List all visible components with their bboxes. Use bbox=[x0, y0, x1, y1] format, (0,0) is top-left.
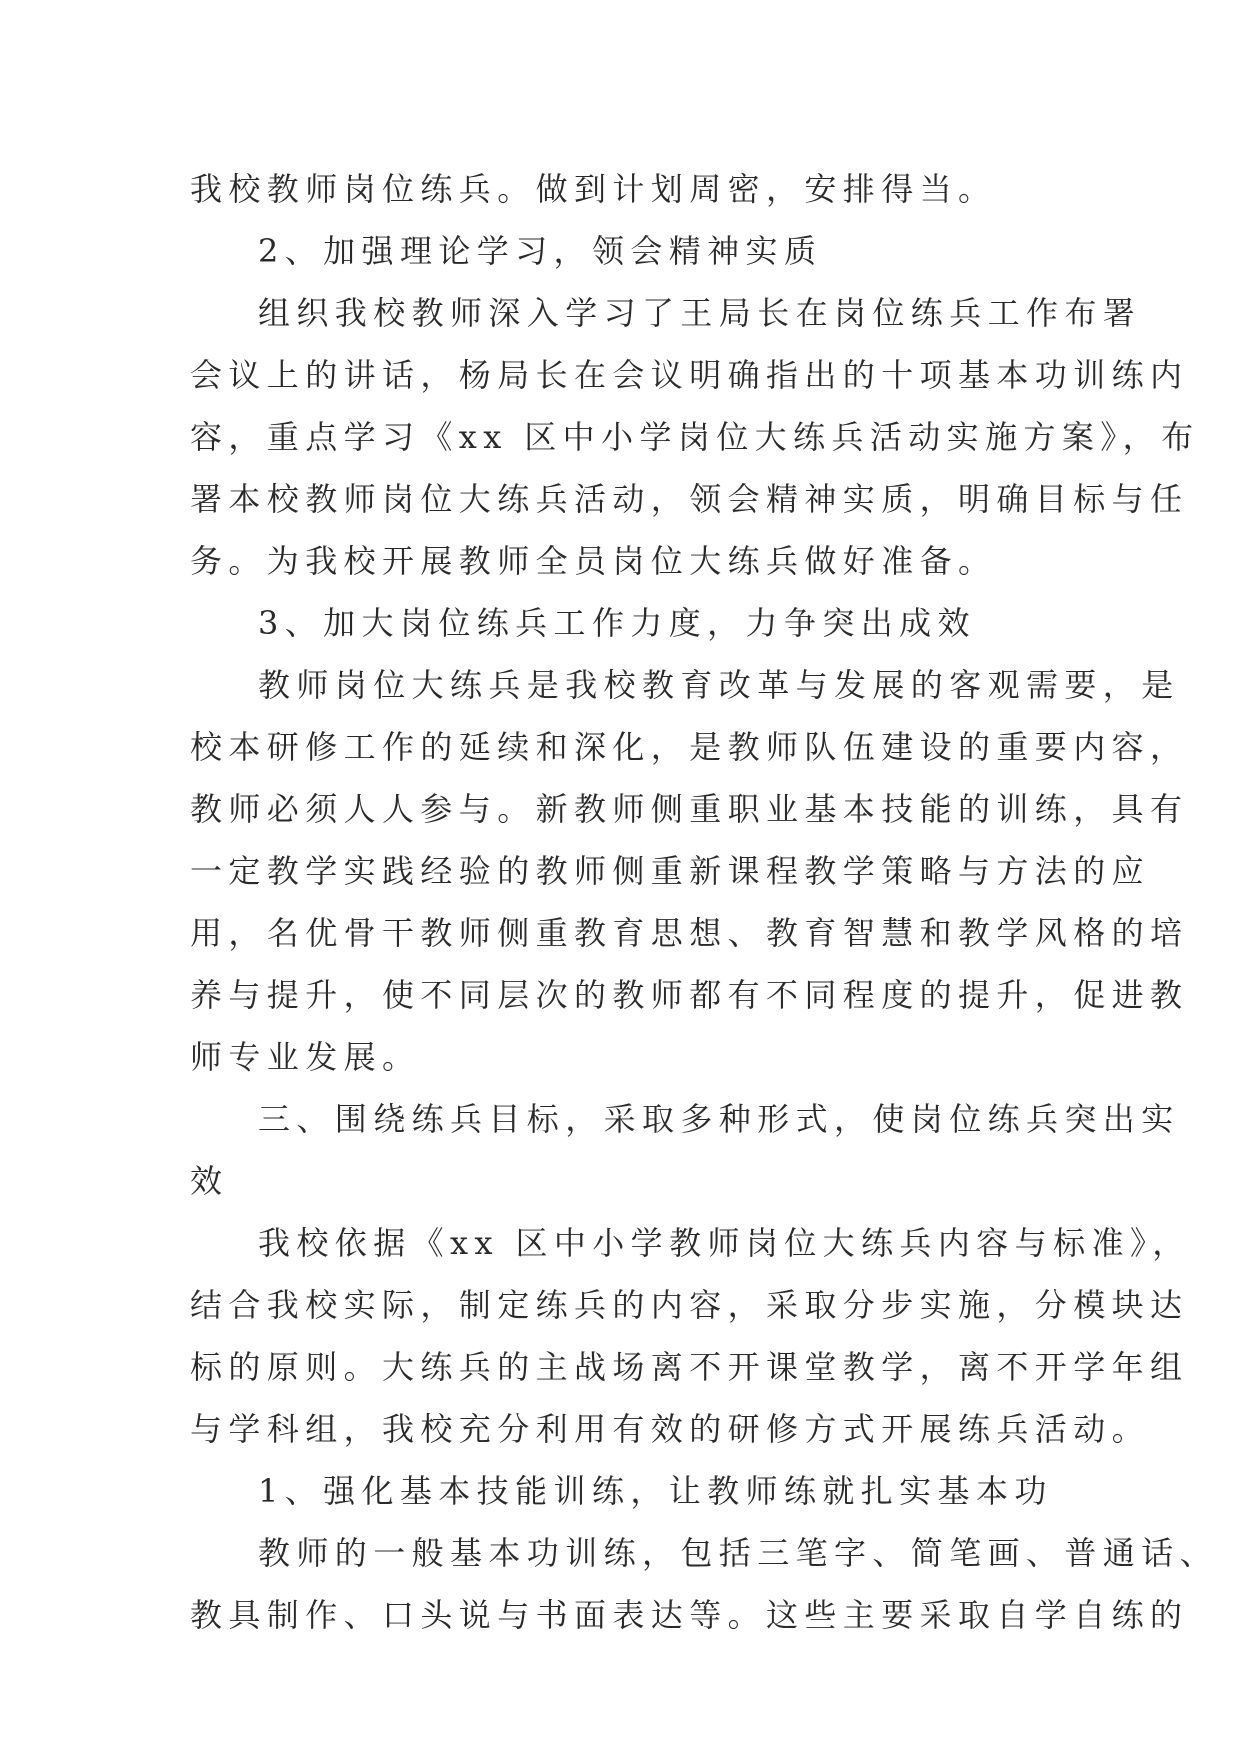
text-line: 教师必须人人参与。新教师侧重职业基本技能的训练，具有 bbox=[190, 790, 1189, 828]
text-line: 教具制作、口头说与书面表达等。这些主要采取自学自练的 bbox=[190, 1596, 1189, 1634]
text-line: 我校教师岗位练兵。做到计划周密，安排得当。 bbox=[190, 170, 997, 208]
text-line: 容，重点学习《xx 区中小学岗位大练兵活动实施方案》，布 bbox=[190, 418, 1200, 456]
paragraph-start: 教师的一般基本功训练，包括三笔字、简笔画、普通话、 bbox=[258, 1534, 1219, 1572]
section-heading: 3、加大岗位练兵工作力度，力争突出成效 bbox=[258, 604, 976, 642]
text-line: 效 bbox=[190, 1162, 229, 1200]
text-line: 用，名优骨干教师侧重教育思想、教育智慧和教学风格的培 bbox=[190, 914, 1189, 952]
text-line: 养与提升，使不同层次的教师都有不同程度的提升，促进教 bbox=[190, 976, 1189, 1014]
text-line: 结合我校实际，制定练兵的内容，采取分步实施，分模块达 bbox=[190, 1286, 1189, 1324]
text-line: 与学科组，我校充分利用有效的研修方式开展练兵活动。 bbox=[190, 1410, 1151, 1448]
section-heading: 1、强化基本技能训练，让教师练就扎实基本功 bbox=[258, 1472, 1053, 1510]
text-line: 务。为我校开展教师全员岗位大练兵做好准备。 bbox=[190, 542, 997, 580]
section-heading: 2、加强理论学习，领会精神实质 bbox=[258, 232, 823, 270]
paragraph-start: 组织我校教师深入学习了王局长在岗位练兵工作布署 bbox=[258, 294, 1142, 332]
paragraph-start: 我校依据《xx 区中小学教师岗位大练兵内容与标准》， bbox=[258, 1224, 1191, 1262]
text-line: 会议上的讲话，杨局长在会议明确指出的十项基本功训练内 bbox=[190, 356, 1189, 394]
text-line: 一定教学实践经验的教师侧重新课程教学策略与方法的应 bbox=[190, 852, 1151, 890]
paragraph-start: 教师岗位大练兵是我校教育改革与发展的客观需要，是 bbox=[258, 666, 1180, 704]
text-line: 署本校教师岗位大练兵活动，领会精神实质，明确目标与任 bbox=[190, 480, 1189, 518]
text-line: 校本研修工作的延续和深化，是教师队伍建设的重要内容， bbox=[190, 728, 1189, 766]
text-line: 师专业发展。 bbox=[190, 1038, 421, 1076]
document-body bbox=[190, 158, 1219, 1646]
section-heading: 三、围绕练兵目标，采取多种形式，使岗位练兵突出实 bbox=[258, 1100, 1180, 1138]
text-line: 标的原则。大练兵的主战场离不开课堂教学，离不开学年组 bbox=[190, 1348, 1189, 1386]
